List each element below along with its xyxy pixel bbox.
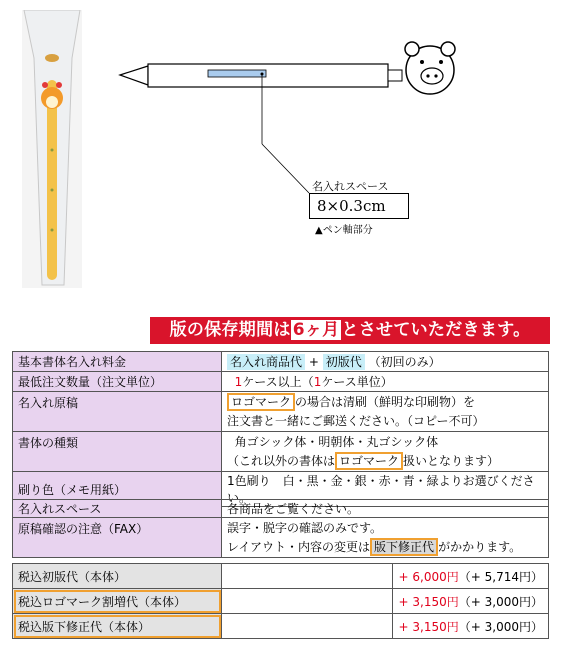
banner-highlight: 6ヶ月 <box>292 320 340 340</box>
table-row <box>13 352 549 372</box>
row-value <box>222 518 549 558</box>
table-row <box>13 500 549 518</box>
revision-fee-badge: 版下修正代 <box>370 538 438 556</box>
first-only-note: （初回のみ） <box>368 355 441 369</box>
price-value <box>393 564 549 589</box>
price-value <box>393 589 549 614</box>
row-value <box>222 392 549 432</box>
price-excl-tax: （+ 3,000円） <box>458 594 543 609</box>
row-value: 1色刷り 白・黒・金・銀・赤・青・緑よりお選びください。 <box>222 472 549 507</box>
price-excl-tax: （+ 5,714円） <box>458 569 543 584</box>
price-label: 税込ロゴマーク割増代（本体） <box>13 589 222 614</box>
row-value <box>222 352 549 372</box>
price-row <box>13 589 549 614</box>
pricing-table <box>12 351 549 507</box>
name-space-size: 8×0.3cm <box>309 193 409 219</box>
order-unit-text: ケース単位） <box>321 375 393 389</box>
price-value <box>393 614 549 639</box>
manuscript-line2: 注文書と一緒にご郵送ください。（コピー不可） <box>227 413 485 428</box>
fonts-line2-end: 扱いとなります） <box>403 453 500 468</box>
manuscript-line1: の場合は清刷（鮮明な印刷物）を <box>295 394 476 409</box>
banner-text-before: 版の保存期間は <box>169 320 291 340</box>
row-label: 名入れスペース <box>13 500 222 518</box>
row-value <box>222 372 549 392</box>
table-row <box>13 372 549 392</box>
row-label: 原稿確認の注意（FAX） <box>13 518 222 558</box>
row-value <box>222 432 549 472</box>
price-incl-tax: + 3,150円 <box>398 594 459 609</box>
price-excl-tax: （+ 3,000円） <box>458 619 543 634</box>
name-space-label: 名入れスペース <box>312 180 389 193</box>
price-label: 税込初版代（本体） <box>13 564 222 589</box>
table-row <box>13 518 549 558</box>
notes-price-table <box>12 499 549 639</box>
row-value: 各商品をご覧ください。 <box>222 500 549 518</box>
price-row <box>13 614 549 639</box>
price-incl-tax: + 3,150円 <box>398 619 459 634</box>
min-quantity: 1 <box>234 375 243 389</box>
retention-banner <box>150 317 550 344</box>
row-label: 書体の種類 <box>13 432 222 472</box>
table-row <box>13 392 549 432</box>
pen-axis-label: ▲ペン軸部分 <box>315 225 373 236</box>
fax-note-line1: 誤字・脱字の確認のみです。 <box>227 520 383 535</box>
row-label: 最低注文数量（注文単位） <box>13 372 222 392</box>
banner-text-after: とさせていただきます。 <box>341 320 531 340</box>
product-photo <box>22 10 82 288</box>
fonts-line2: （これ以外の書体は <box>227 453 336 468</box>
table-row <box>13 432 549 472</box>
plate-fee-tag: 初版代 <box>323 354 365 370</box>
logo-mark-tag: ロゴマーク <box>335 452 403 470</box>
row-label: 基本書体名入れ料金 <box>13 352 222 372</box>
price-row <box>13 564 549 589</box>
min-quantity-text: ケース以上（ <box>242 375 314 389</box>
pen-diagram <box>110 30 480 270</box>
fax-note-line2-end: がかかります。 <box>438 539 522 554</box>
price-label: 税込版下修正代（本体） <box>13 614 222 639</box>
row-label: 刷り色（メモ用紙） <box>13 472 222 507</box>
item-price-tag: 名入れ商品代 <box>227 354 305 370</box>
price-incl-tax: + 6,000円 <box>398 569 459 584</box>
logo-mark-tag: ロゴマーク <box>227 393 295 411</box>
row-label: 名入れ原稿 <box>13 392 222 432</box>
fax-note-line2: レイアウト・内容の変更は <box>227 539 371 554</box>
plus-sign: + <box>308 355 319 369</box>
fonts-line1: 角ゴシック体・明朝体・丸ゴシック体 <box>234 434 439 449</box>
order-unit: 1 <box>313 375 322 389</box>
